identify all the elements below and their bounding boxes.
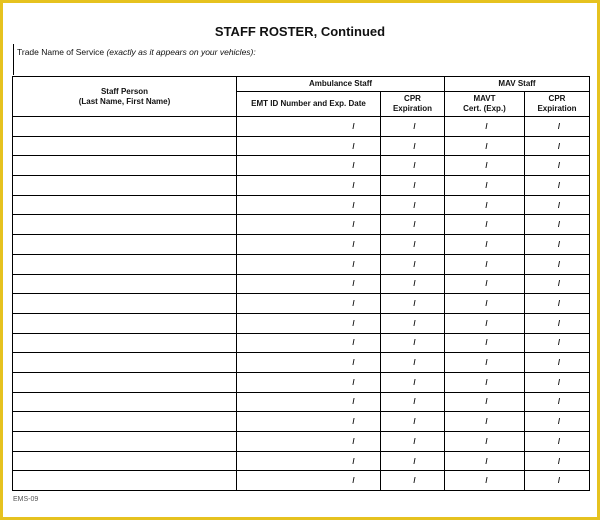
- table-row: [13, 313, 590, 333]
- table-row: [13, 195, 590, 215]
- staff-person-cell[interactable]: [13, 136, 237, 156]
- table-row: [13, 333, 590, 353]
- emt-id-cell[interactable]: /: [237, 294, 381, 314]
- staff-person-cell[interactable]: [13, 195, 237, 215]
- mavt-cert-cell[interactable]: /: [445, 215, 525, 235]
- emt-id-cell[interactable]: /: [237, 235, 381, 255]
- mavt-cert-cell[interactable]: /: [445, 274, 525, 294]
- cpr-mav-cell[interactable]: /: [525, 451, 590, 471]
- emt-id-cell[interactable]: /: [237, 313, 381, 333]
- emt-id-cell[interactable]: /: [237, 451, 381, 471]
- ambulance-staff-header: Ambulance Staff: [237, 77, 445, 92]
- staff-roster-table: [12, 76, 590, 491]
- staff-person-cell[interactable]: [13, 313, 237, 333]
- cpr-ambulance-cell[interactable]: /: [381, 353, 445, 373]
- mavt-cert-cell[interactable]: /: [445, 353, 525, 373]
- cpr-ambulance-cell[interactable]: /: [381, 176, 445, 196]
- emt-id-cell[interactable]: /: [237, 353, 381, 373]
- emt-id-cell[interactable]: /: [237, 215, 381, 235]
- emt-id-cell[interactable]: /: [237, 274, 381, 294]
- mavt-cert-cell[interactable]: /: [445, 372, 525, 392]
- staff-person-cell[interactable]: [13, 215, 237, 235]
- cpr-ambulance-cell[interactable]: /: [381, 392, 445, 412]
- cpr-ambulance-cell[interactable]: /: [381, 117, 445, 137]
- cpr-mav-cell[interactable]: /: [525, 156, 590, 176]
- staff-person-cell[interactable]: [13, 333, 237, 353]
- emt-id-cell[interactable]: /: [237, 117, 381, 137]
- cpr-mav-cell[interactable]: /: [525, 412, 590, 432]
- staff-person-cell[interactable]: [13, 254, 237, 274]
- emt-id-cell[interactable]: /: [237, 156, 381, 176]
- emt-id-cell[interactable]: /: [237, 195, 381, 215]
- mavt-cert-cell[interactable]: /: [445, 412, 525, 432]
- mavt-cert-header: MAVT Cert. (Exp.): [445, 92, 525, 117]
- emt-id-cell[interactable]: /: [237, 333, 381, 353]
- cpr-ambulance-header: CPR Expiration: [381, 92, 445, 117]
- trade-name-label: Trade Name of Service (exactly as it appears on your vehicles):: [17, 47, 256, 57]
- mav-staff-header: MAV Staff: [445, 77, 590, 92]
- table-row: [13, 254, 590, 274]
- staff-person-cell[interactable]: [13, 353, 237, 373]
- mavt-cert-cell[interactable]: /: [445, 392, 525, 412]
- cpr-ambulance-cell[interactable]: /: [381, 235, 445, 255]
- cpr-ambulance-cell[interactable]: /: [381, 254, 445, 274]
- cpr-mav-cell[interactable]: /: [525, 215, 590, 235]
- mavt-cert-cell[interactable]: /: [445, 333, 525, 353]
- cpr-mav-cell[interactable]: /: [525, 313, 590, 333]
- cpr-ambulance-cell[interactable]: /: [381, 333, 445, 353]
- cpr-ambulance-cell[interactable]: /: [381, 215, 445, 235]
- cpr-mav-cell[interactable]: /: [525, 432, 590, 452]
- cpr-mav-cell[interactable]: /: [525, 372, 590, 392]
- cpr-mav-cell[interactable]: /: [525, 136, 590, 156]
- cpr-mav-cell[interactable]: /: [525, 353, 590, 373]
- emt-id-cell[interactable]: /: [237, 471, 381, 491]
- table-row: [13, 353, 590, 373]
- staff-person-cell[interactable]: [13, 176, 237, 196]
- cpr-mav-cell[interactable]: /: [525, 274, 590, 294]
- mavt-cert-cell[interactable]: /: [445, 451, 525, 471]
- cpr-ambulance-cell[interactable]: /: [381, 412, 445, 432]
- cpr-ambulance-cell[interactable]: /: [381, 136, 445, 156]
- cpr-ambulance-cell[interactable]: /: [381, 471, 445, 491]
- mavt-cert-cell[interactable]: /: [445, 294, 525, 314]
- mavt-cert-cell[interactable]: /: [445, 117, 525, 137]
- emt-id-cell[interactable]: /: [237, 176, 381, 196]
- table-row: [13, 451, 590, 471]
- staff-person-cell[interactable]: [13, 274, 237, 294]
- cpr-mav-cell[interactable]: /: [525, 471, 590, 491]
- page-title: STAFF ROSTER, Continued: [214, 24, 386, 39]
- emt-id-cell[interactable]: /: [237, 372, 381, 392]
- cpr-mav-cell[interactable]: /: [525, 176, 590, 196]
- cpr-mav-cell[interactable]: /: [525, 254, 590, 274]
- cpr-mav-cell[interactable]: /: [525, 333, 590, 353]
- staff-person-cell[interactable]: [13, 412, 237, 432]
- table-row: [13, 215, 590, 235]
- mavt-cert-cell[interactable]: /: [445, 313, 525, 333]
- staff-person-cell[interactable]: [13, 235, 237, 255]
- staff-person-cell[interactable]: [13, 294, 237, 314]
- cpr-ambulance-cell[interactable]: /: [381, 294, 445, 314]
- emt-id-cell[interactable]: /: [237, 432, 381, 452]
- mavt-cert-cell[interactable]: /: [445, 136, 525, 156]
- table-row: [13, 117, 590, 137]
- emt-id-cell[interactable]: /: [237, 254, 381, 274]
- staff-person-cell[interactable]: [13, 432, 237, 452]
- cpr-ambulance-cell[interactable]: /: [381, 432, 445, 452]
- mavt-cert-cell[interactable]: /: [445, 195, 525, 215]
- form-number: EMS-09: [13, 496, 39, 503]
- cpr-ambulance-cell[interactable]: /: [381, 195, 445, 215]
- staff-person-cell[interactable]: [13, 117, 237, 137]
- mavt-cert-cell[interactable]: /: [445, 432, 525, 452]
- table-row: [13, 294, 590, 314]
- cpr-ambulance-cell[interactable]: /: [381, 372, 445, 392]
- staff-person-cell[interactable]: [13, 156, 237, 176]
- table-row: [13, 235, 590, 255]
- emt-id-header: EMT ID Number and Exp. Date: [237, 92, 381, 117]
- staff-person-cell[interactable]: [13, 372, 237, 392]
- mavt-cert-cell[interactable]: /: [445, 156, 525, 176]
- cpr-mav-header: CPR Expiration: [525, 92, 590, 117]
- mavt-cert-cell[interactable]: /: [445, 471, 525, 491]
- staff-person-cell[interactable]: [13, 451, 237, 471]
- trade-name-field[interactable]: [13, 44, 589, 75]
- mavt-cert-cell[interactable]: /: [445, 235, 525, 255]
- cpr-ambulance-cell[interactable]: /: [381, 313, 445, 333]
- table-row: [13, 136, 590, 156]
- staff-person-header: Staff Person (Last Name, First Name): [13, 77, 237, 117]
- emt-id-cell[interactable]: /: [237, 392, 381, 412]
- cpr-mav-cell[interactable]: /: [525, 235, 590, 255]
- table-row: [13, 156, 590, 176]
- table-row: [13, 372, 590, 392]
- emt-id-cell[interactable]: /: [237, 412, 381, 432]
- table-row: [13, 176, 590, 196]
- table-row: [13, 432, 590, 452]
- emt-id-cell[interactable]: /: [237, 136, 381, 156]
- table-row: [13, 392, 590, 412]
- staff-person-cell[interactable]: [13, 392, 237, 412]
- staff-person-cell[interactable]: [13, 471, 237, 491]
- table-row: [13, 412, 590, 432]
- cpr-mav-cell[interactable]: /: [525, 392, 590, 412]
- roster-body: [13, 117, 590, 491]
- cpr-mav-cell[interactable]: /: [525, 195, 590, 215]
- table-row: [13, 274, 590, 294]
- mavt-cert-cell[interactable]: /: [445, 254, 525, 274]
- cpr-mav-cell[interactable]: /: [525, 294, 590, 314]
- table-row: [13, 471, 590, 491]
- cpr-ambulance-cell[interactable]: /: [381, 156, 445, 176]
- mavt-cert-cell[interactable]: /: [445, 176, 525, 196]
- cpr-ambulance-cell[interactable]: /: [381, 451, 445, 471]
- cpr-mav-cell[interactable]: /: [525, 117, 590, 137]
- cpr-ambulance-cell[interactable]: /: [381, 274, 445, 294]
